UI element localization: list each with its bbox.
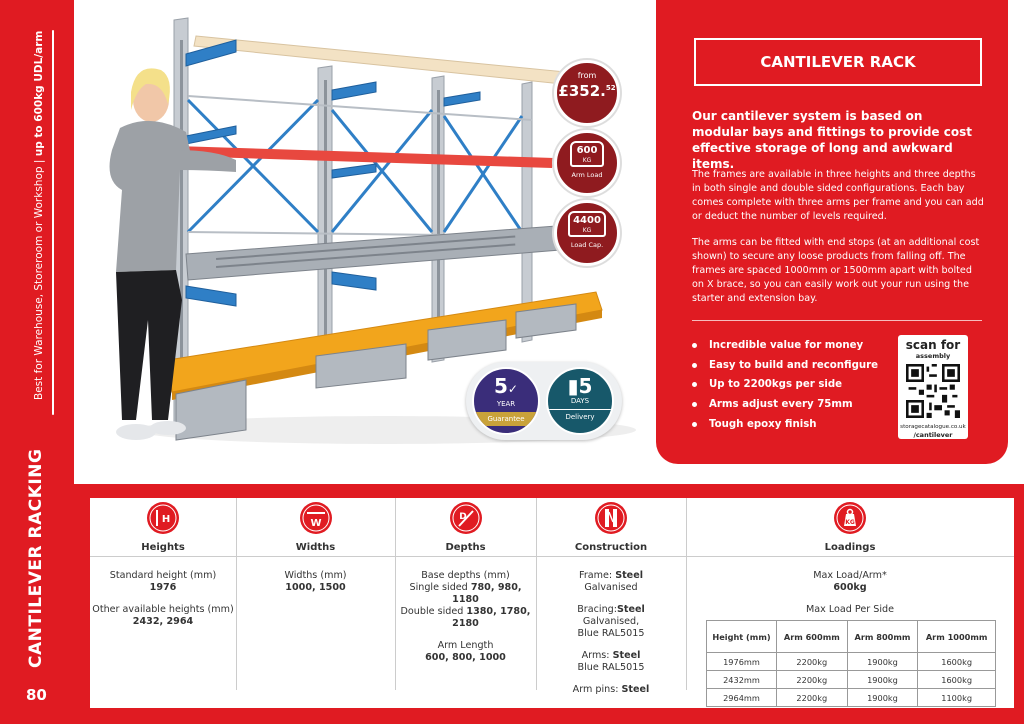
depth-icon <box>448 500 484 536</box>
price-badge <box>554 60 620 126</box>
depths-heading: Depths <box>445 542 486 553</box>
specs-band <box>74 484 1024 724</box>
sidebar <box>0 0 74 724</box>
price-value: £352.52 <box>558 82 616 100</box>
table-row: 2432mm 2200kg 1900kg 1600kg <box>707 671 996 689</box>
card-paragraph-2: The arms can be fitted with end stops (at an additional cost shown) to secure any loose products from falling off. The frames are spaced 1000mm or 1500mm apart with bolted on X brace, so you can easily work out your run using the starter and extension bay. <box>692 237 980 304</box>
construction-icon <box>593 500 629 536</box>
widths-column: W Widths Widths (mm) 1000, 1500 <box>236 498 395 708</box>
sidebar-tagline: Best for Warehouse, Storeroom or Workshop | up to 600kg UDL/arm <box>33 30 45 400</box>
construction-heading: Construction <box>574 542 648 553</box>
table-row: 2964mm 2200kg 1900kg 1100kg <box>707 689 996 707</box>
svg-text:W: W <box>309 518 322 529</box>
widths-heading: Widths <box>295 542 336 553</box>
product-photo <box>76 0 656 480</box>
weight-icon <box>832 500 868 536</box>
load-cap-label: Load Cap. <box>570 241 604 249</box>
card-lead: Our cantilever system is based on modular bays and fittings to provide cost effective storage of long and awkward items. <box>692 109 972 171</box>
loadings-heading: Loadings <box>824 542 876 553</box>
arm-load-label: Arm Load <box>571 171 603 179</box>
heights-column: H Heights Standard height (mm) 1976 Other available heights (mm) 2432, 2964 <box>90 498 236 708</box>
divider <box>692 320 982 321</box>
svg-text:D: D <box>458 512 467 522</box>
svg-text:H: H <box>161 514 171 525</box>
truck-icon: ▮ <box>567 374 579 398</box>
load-cap-badge <box>554 200 620 266</box>
delivery-badge: ▮5 DAYS Delivery <box>546 367 614 435</box>
feature-item: Incredible value for money <box>692 336 878 356</box>
height-icon <box>145 500 181 536</box>
service-badges <box>466 362 622 440</box>
scan-path: /cantilever <box>913 431 953 439</box>
table-row: 1976mm 2200kg 1900kg 1600kg <box>707 653 996 671</box>
card-paragraph-1: The frames are available in three heights and three depths in both single and double sided configurations. Each bay comes complete with three arms per frame and you can add or deduct the number of levels required. <box>692 169 984 222</box>
guarantee-badge: 5✓ YEAR Guarantee <box>472 367 540 435</box>
scan-subtitle: assembly <box>915 352 951 360</box>
page-number: 80 <box>26 686 47 704</box>
qr-code-icon[interactable] <box>906 364 960 418</box>
loadings-column: KG Loadings Max Load/Arm* 600kg Max Load Per Side <box>686 498 1014 708</box>
qr-scan-box[interactable] <box>898 335 968 439</box>
bullet-icon <box>692 343 697 348</box>
bullet-icon <box>692 382 697 387</box>
svg-text:KG: KG <box>845 519 855 526</box>
info-card <box>656 0 1008 464</box>
feature-item: Up to 2200kgs per side <box>692 375 878 395</box>
bullet-icon <box>692 363 697 368</box>
feature-item: Easy to build and reconfigure <box>692 356 878 376</box>
feature-item: Arms adjust every 75mm <box>692 395 878 415</box>
tick-icon: ✓ <box>507 382 518 396</box>
heights-heading: Heights <box>141 542 185 553</box>
bullet-icon <box>692 422 697 427</box>
feature-list <box>692 336 878 434</box>
price-from: from <box>577 71 597 80</box>
specs-panel <box>90 498 1014 708</box>
scan-title: scan for <box>905 338 961 352</box>
sidebar-rule <box>52 30 54 415</box>
scan-url: storagecatalogue.co.uk <box>900 424 966 430</box>
arm-load-badge <box>554 130 620 196</box>
load-table <box>706 620 996 707</box>
bullet-icon <box>692 402 697 407</box>
width-icon <box>298 500 334 536</box>
construction-column: Construction Frame: Steel Galvanised Bracing:Steel Galvanised, Blue RAL5015 Arms: Steel Blue RAL5015 Arm pins: Steel <box>536 498 686 708</box>
card-title: CANTILEVER RACK <box>694 38 982 86</box>
weight-icon: 4400 KG <box>568 211 606 237</box>
section-title: CANTILEVER RACKING <box>26 448 46 668</box>
table-header-row: Height (mm) Arm 600mm Arm 800mm Arm 1000mm <box>707 621 996 653</box>
feature-item: Tough epoxy finish <box>692 414 878 434</box>
depths-column: D Depths Base depths (mm) Single sided 780, 980, 1180 Double sided 1380, 1780, 2180 Arm Length 600, 800, 1000 <box>395 498 536 708</box>
weight-icon: 600 KG <box>570 141 604 167</box>
